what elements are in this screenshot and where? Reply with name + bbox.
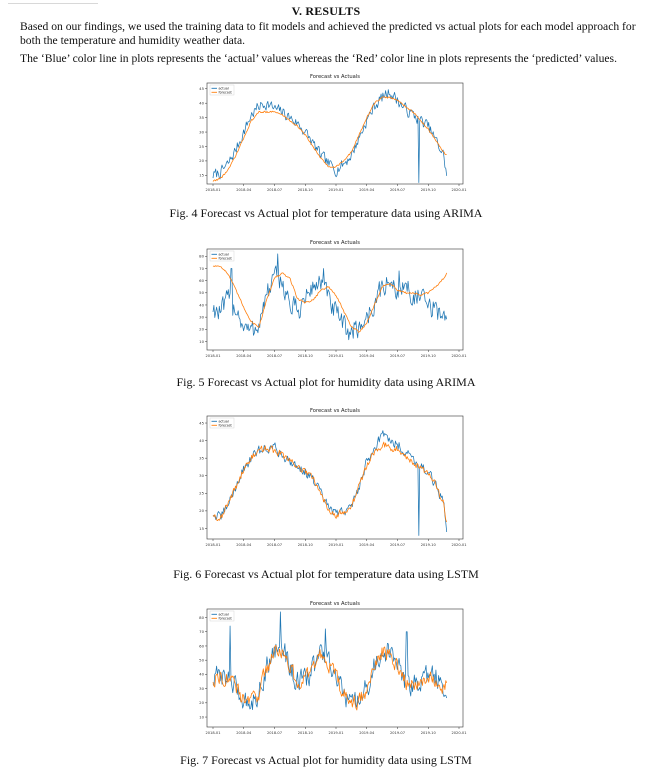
fig5-xtick-label: 2019-07 — [389, 354, 406, 358]
results-paragraph-2: The ‘Blue’ color line in plots represents the ‘actual’ values whereas the ‘Red’ color line in plots represents the ‘predicted’ values. — [20, 52, 617, 65]
fig4-ytick-label: 25 — [199, 143, 204, 149]
fig5-ytick-label: 40 — [199, 302, 204, 308]
fig6-ytick-label: 30 — [199, 473, 204, 479]
fig7-xtick-label: 2020-01 — [451, 731, 467, 735]
fig6-ytick-label: 45 — [199, 420, 204, 426]
fig4-xtick-label: 2018-04 — [236, 188, 252, 192]
fig4-plot-frame — [207, 83, 463, 184]
fig6-xtick-label: 2018-07 — [266, 543, 283, 547]
fig4-ytick-label: 20 — [199, 158, 204, 164]
fig5-ytick-label: 80 — [199, 253, 204, 259]
fig6-legend-label-actual: actual — [218, 419, 229, 424]
fig4-ytick-label: 15 — [199, 172, 204, 178]
fig6-ytick-label: 40 — [199, 437, 204, 443]
fig4-xtick-label: 2019-10 — [420, 188, 436, 192]
fig4-xtick-label: 2019-01 — [328, 188, 344, 192]
fig5-legend-label-forecast: forecast — [218, 256, 232, 261]
fig4-title: Forecast vs Actuals — [310, 74, 360, 80]
fig6-xtick-label: 2018-01 — [205, 543, 221, 547]
fig6-xtick-label: 2018-10 — [297, 543, 313, 547]
fig5-xtick-label: 2019-04 — [359, 354, 375, 358]
fig6-ytick-label: 25 — [199, 490, 204, 496]
fig4-legend-label-actual: actual — [218, 86, 229, 91]
fig5-xtick-label: 2018-10 — [297, 354, 313, 358]
fig6-caption: Fig. 6 Forecast vs Actual plot for temperature data using LSTM — [173, 567, 479, 581]
fig7-ytick-label: 40 — [199, 671, 204, 677]
fig4-ytick-label: 35 — [199, 114, 204, 120]
fig6-ytick-label: 20 — [199, 508, 204, 514]
fig7-xtick-label: 2019-10 — [420, 731, 436, 735]
fig7-xtick-label: 2019-04 — [359, 731, 375, 735]
fig6-xtick-label: 2019-07 — [389, 543, 406, 547]
fig7-ytick-label: 50 — [199, 657, 204, 663]
fig5-xtick-label: 2019-01 — [328, 354, 344, 358]
fig5-plot-frame — [207, 249, 463, 350]
fig5-xtick-label: 2018-04 — [236, 354, 252, 358]
fig6-xtick-label: 2019-10 — [420, 543, 436, 547]
fig4-xtick-label: 2018-10 — [297, 188, 313, 192]
fig7-series-actual — [213, 612, 447, 710]
fig5-series-actual — [213, 254, 447, 340]
fig4-xtick-label: 2019-04 — [359, 188, 375, 192]
fig7-caption: Fig. 7 Forecast vs Actual plot for humidity data using LSTM — [180, 753, 472, 767]
fig7-ytick-label: 70 — [199, 629, 204, 635]
fig5-xtick-label: 2020-01 — [451, 354, 467, 358]
fig7-xtick-label: 2018-01 — [205, 731, 221, 735]
fig7-xtick-label: 2018-10 — [297, 731, 313, 735]
fig7-ytick-label: 10 — [199, 714, 204, 720]
fig7-chart — [185, 597, 475, 749]
fig7-series-forecast — [213, 645, 447, 710]
fig5-ytick-label: 70 — [199, 265, 204, 271]
fig6-ytick-label: 15 — [199, 525, 204, 531]
fig5-ytick-label: 50 — [199, 290, 204, 296]
section-heading: V. RESULTS — [291, 4, 361, 18]
fig5-xtick-label: 2018-01 — [205, 354, 221, 358]
fig6-xtick-label: 2018-04 — [236, 543, 252, 547]
fig5-caption: Fig. 5 Forecast vs Actual plot for humidity data using ARIMA — [176, 375, 476, 389]
fig4-legend-label-forecast: forecast — [218, 90, 232, 95]
results-paragraph-1: Based on our findings, we used the training data to fit models and achieved the predicted vs actual plots for each model approach for both the temperature and humidity weather data. — [20, 20, 636, 47]
fig7-ytick-label: 80 — [199, 614, 204, 620]
fig5-chart — [185, 236, 475, 371]
fig6-xtick-label: 2019-01 — [328, 543, 344, 547]
fig6-xtick-label: 2020-01 — [451, 543, 467, 547]
fig4-ytick-label: 30 — [199, 129, 204, 135]
fig4-xtick-label: 2019-07 — [389, 188, 406, 192]
fig6-chart — [185, 404, 475, 562]
fig7-xtick-label: 2019-01 — [328, 731, 344, 735]
fig7-legend-label-forecast: forecast — [218, 616, 232, 621]
fig5-ytick-label: 60 — [199, 277, 204, 283]
fig6-title: Forecast vs Actuals — [310, 408, 360, 414]
fig4-ytick-label: 45 — [199, 86, 204, 92]
fig7-title: Forecast vs Actuals — [310, 601, 360, 607]
fig7-xtick-label: 2019-07 — [389, 731, 406, 735]
fig4-xtick-label: 2018-07 — [266, 188, 283, 192]
fig4-series-forecast — [213, 97, 447, 182]
fig4-chart — [185, 70, 475, 205]
fig4-xtick-label: 2018-01 — [205, 188, 221, 192]
fig4-caption: Fig. 4 Forecast vs Actual plot for temperature data using ARIMA — [169, 206, 483, 220]
fig6-legend-label-forecast: forecast — [218, 423, 232, 428]
fig5-title: Forecast vs Actuals — [310, 240, 360, 246]
fig4-xtick-label: 2020-01 — [451, 188, 467, 192]
fig5-legend-label-actual: actual — [218, 252, 229, 257]
fig6-ytick-label: 35 — [199, 455, 204, 461]
fig5-ytick-label: 10 — [199, 338, 204, 344]
fig4-ytick-label: 40 — [199, 100, 204, 106]
fig7-ytick-label: 20 — [199, 700, 204, 706]
fig4-series-actual — [213, 90, 447, 183]
fig7-xtick-label: 2018-07 — [266, 731, 283, 735]
fig7-ytick-label: 30 — [199, 685, 204, 691]
fig6-xtick-label: 2019-04 — [359, 543, 375, 547]
fig6-plot-frame — [207, 416, 463, 539]
fig5-ytick-label: 20 — [199, 326, 204, 332]
fig5-ytick-label: 30 — [199, 314, 204, 320]
fig7-plot-frame — [207, 609, 463, 727]
fig6-series-actual — [213, 431, 447, 536]
fig6-series-forecast — [213, 442, 447, 522]
fig7-ytick-label: 60 — [199, 643, 204, 649]
fig5-xtick-label: 2019-10 — [420, 354, 436, 358]
fig5-xtick-label: 2018-07 — [266, 354, 283, 358]
fig7-xtick-label: 2018-04 — [236, 731, 252, 735]
fig7-legend-label-actual: actual — [218, 612, 229, 617]
